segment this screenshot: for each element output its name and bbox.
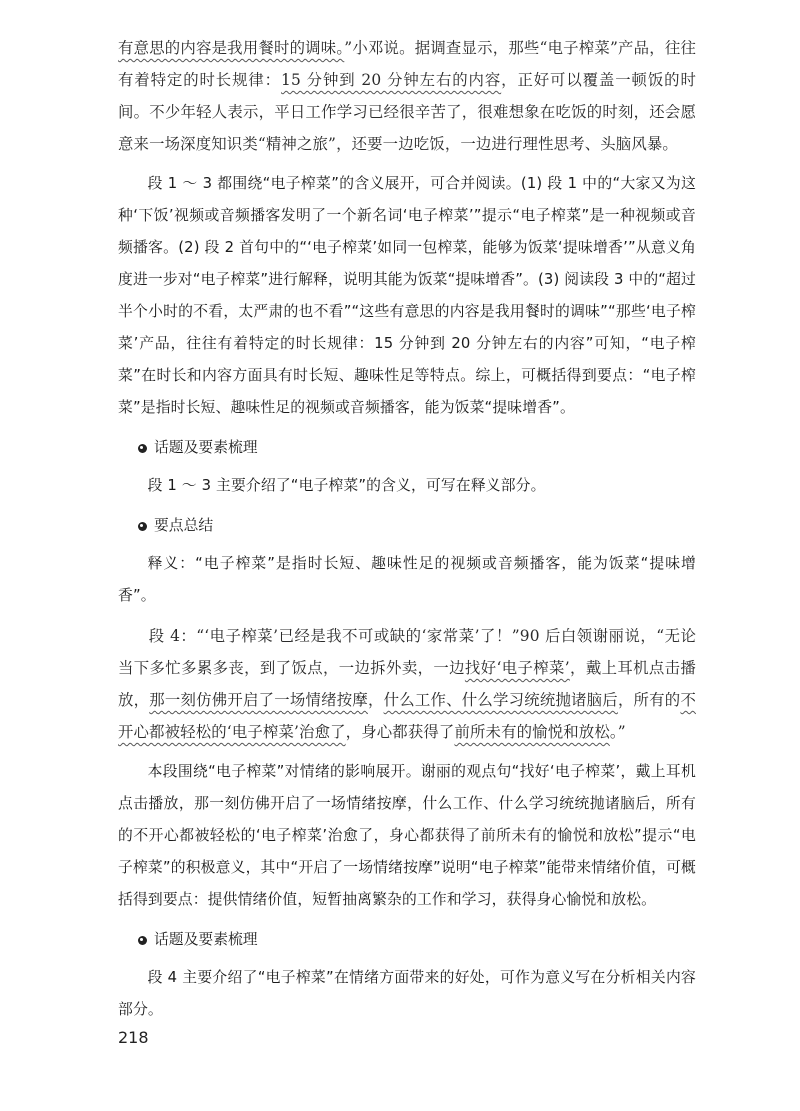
text-run: ，戴上耳机点击播放， <box>118 659 696 709</box>
analysis-paragraph <box>118 470 696 502</box>
text-run: 段 1 ～ 3 主要介绍了“电子榨菜”的含义，可写在释义部分。 <box>147 477 546 494</box>
text-run: ，正好可以覆盖一顿饭的时间。不少年轻人表示，平日工作学习已经很辛苦了，很难想象在吃饭的时刻，还会愿意来一场深度知识类“精神之旅”，还要一边吃饭，一边进行理性思考、头脑风暴。 <box>118 71 696 153</box>
text-run: 释义：“电子榨菜”是指时长短、趣味性足的视频或音频播客，能为饭菜“提味增香”。 <box>118 555 696 604</box>
document-page <box>118 32 696 1034</box>
section-heading <box>118 924 696 956</box>
underlined-text: 什么工作、什么学习统统抛诸脑后 <box>383 691 618 709</box>
text-run: 本段围绕“电子榨菜”对情绪的影响展开。谢丽的观点句“找好‘电子榨菜’，戴上耳机点击播放，那一刻仿佛开启了一场情绪按摩，什么工作、什么学习统统抛诸脑后，所有的不开心都被轻松的‘电子榨菜’治愈了，身心都获得了前所未有的愉悦和放松”提示“电子榨菜”的积极意义，其中“开启了一场情绪按摩”说明“电子榨菜”能带来情绪价值，可概括得到要点：提供情绪价值，短暂抽离繁杂的工作和学习，获得身心愉悦和放松。 <box>118 763 696 908</box>
text-run: 段 4：“‘电子榨菜’已经是我不可或缺的‘家常菜’了！”90 后白领谢丽说，“无论当下多忙多累多丧，到了饭点，一边拆外卖，一边 <box>118 627 696 677</box>
bullet-icon <box>138 936 147 945</box>
quoted-passage <box>118 620 696 748</box>
analysis-paragraph <box>118 962 696 1026</box>
analysis-paragraph <box>118 168 696 424</box>
analysis-paragraph <box>118 756 696 916</box>
bullet-icon <box>138 522 147 531</box>
section-heading-text: 话题及要素梳理 <box>154 931 258 948</box>
underlined-text: 那一刻仿佛开启了一场情绪按摩 <box>149 691 368 709</box>
underlined-text: 前所未有的愉悦和放松 <box>454 723 610 741</box>
analysis-paragraph <box>118 548 696 612</box>
text-run: 段 1 ～ 3 都围绕“电子榨菜”的含义展开，可合并阅读。(1) 段 1 中的“大家又为这种‘下饭’视频或音频播客发明了一个新名词‘电子榨菜’”提示“电子榨菜”是一种视频或音频播客。(2) 段 2 首句中的“‘电子榨菜’如同一包榨菜，能够为饭菜‘提味增香’”从意义角度进一步对“电子榨菜”进行解释，说明其能为饭菜“提味增香”。(3) 阅读段 3 中的“超过半个小时的不看，太严肃的也不看”“这些有意思的内容是我用餐时的调味”“那些‘电子榨菜’产品，往往有着特定的时长规律：15 分钟到 20 分钟左右的内容”可知，“电子榨菜”在时长和内容方面具有时长短、趣味性足等特点。综上，可概括得到要点：“电子榨菜”是指时长短、趣味性足的视频或音频播客，能为饭菜“提味增香”。 <box>118 175 696 416</box>
underlined-text: 有意思的内容是我用餐时的调味。 <box>118 39 345 57</box>
text-run: ”小邓说。据调查显示，那些“电子榨菜”产品，往往有着特定的时长规律： <box>118 39 696 89</box>
underlined-text: 不开心都被轻松的‘电子榨菜’治愈了 <box>118 691 696 741</box>
section-heading-text: 要点总结 <box>154 517 214 534</box>
page-number: 218 <box>118 1028 149 1047</box>
quoted-passage <box>118 32 696 160</box>
underlined-text: 15 分钟到 20 分钟左右的内容 <box>281 71 502 89</box>
text-run: 。” <box>609 723 626 741</box>
bullet-icon <box>138 444 147 453</box>
section-heading <box>118 510 696 542</box>
text-run: ， <box>367 691 384 709</box>
section-heading-text: 话题及要素梳理 <box>154 439 258 456</box>
text-run: 段 4 主要介绍了“电子榨菜”在情绪方面带来的好处，可作为意义写在分析相关内容部分。 <box>118 969 696 1018</box>
underlined-text: 找好‘电子榨菜’ <box>464 659 570 677</box>
section-heading <box>118 432 696 464</box>
text-run: ，身心都获得了 <box>345 723 455 741</box>
text-run: ，所有的 <box>617 691 681 709</box>
